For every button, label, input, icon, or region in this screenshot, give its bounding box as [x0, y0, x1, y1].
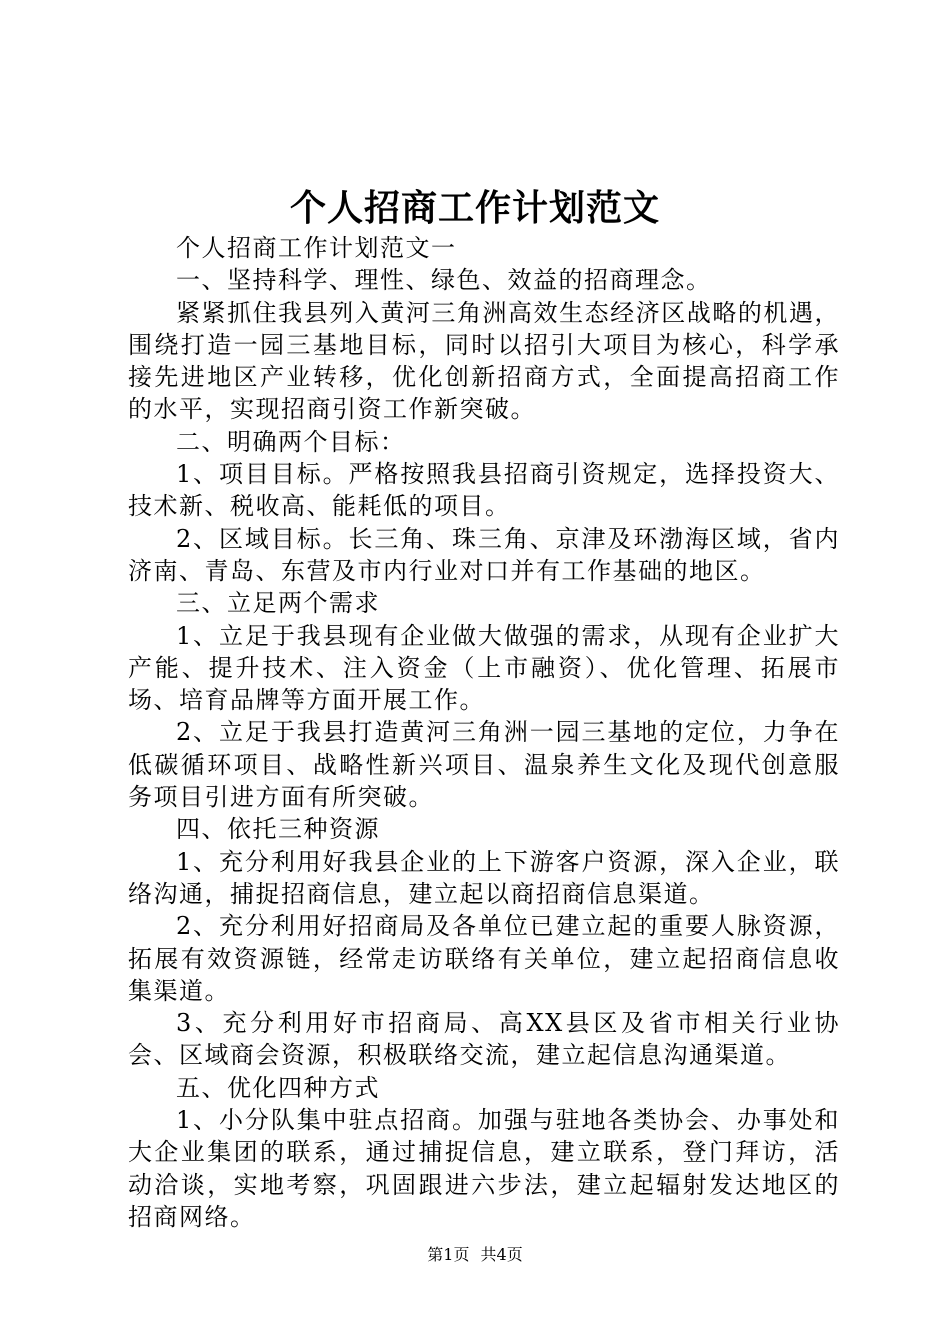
document-body [128, 232, 840, 1233]
document-title: 个人招商工作计划范文 [289, 187, 660, 229]
paragraph: 四、依托三种资源 [176, 815, 380, 844]
paragraph: 五、优化四种方式 [176, 1073, 380, 1102]
paragraph: 一、坚持科学、理性、绿色、效益的招商理念。 [176, 266, 712, 295]
paragraph: 2、区域目标。长三角、珠三角、京津及环渤海区域，省内济南、青岛、东营及市内行业对口并有工作基础的地区。 [128, 524, 840, 585]
paragraph: 1、项目目标。严格按照我县招商引资规定，选择投资大、技术新、税收高、能耗低的项目。 [128, 460, 840, 521]
paragraph: 1、立足于我县现有企业做大做强的需求，从现有企业扩大产能、提升技术、注入资金（上市融资）、优化管理、拓展市场、培育品牌等方面开展工作。 [128, 621, 840, 715]
paragraph: 三、立足两个需求 [176, 589, 380, 618]
paragraph: 1、小分队集中驻点招商。加强与驻地各类协会、办事处和大企业集团的联系，通过捕捉信息，建立联系，登门拜访，活动洽谈，实地考察，巩固跟进六步法，建立起辐射发达地区的招商网络。 [128, 1106, 840, 1231]
paragraph: 1、充分利用好我县企业的上下游客户资源，深入企业，联络沟通，捕捉招商信息，建立起以商招商信息渠道。 [128, 847, 840, 908]
paragraph: 2、充分利用好招商局及各单位已建立起的重要人脉资源，拓展有效资源链，经常走访联络有关单位，建立起招商信息收集渠道。 [128, 912, 840, 1005]
paragraph: 2、立足于我县打造黄河三角洲一园三基地的定位，力争在低碳循环项目、战略性新兴项目、温泉养生文化及现代创意服务项目引进方面有所突破。 [128, 718, 840, 812]
page-number: 第1页 [427, 1245, 470, 1264]
page-total: 共4页 [480, 1245, 523, 1264]
paragraph: 紧紧抓住我县列入黄河三角洲高效生态经济区战略的机遇，围绕打造一园三基地目标，同时以招引大项目为核心，科学承接先进地区产业转移，优化创新招商方式，全面提高招商工作的水平，实现招商引资工作新突破。 [128, 298, 840, 424]
paragraph: 3、充分利用好市招商局、高XX县区及省市相关行业协会、区域商会资源，积极联络交流，建立起信息沟通渠道。 [128, 1009, 840, 1070]
page-footer [0, 1243, 950, 1267]
paragraph: 个人招商工作计划范文一 [176, 234, 457, 262]
paragraph: 二、明确两个目标： [176, 427, 406, 456]
